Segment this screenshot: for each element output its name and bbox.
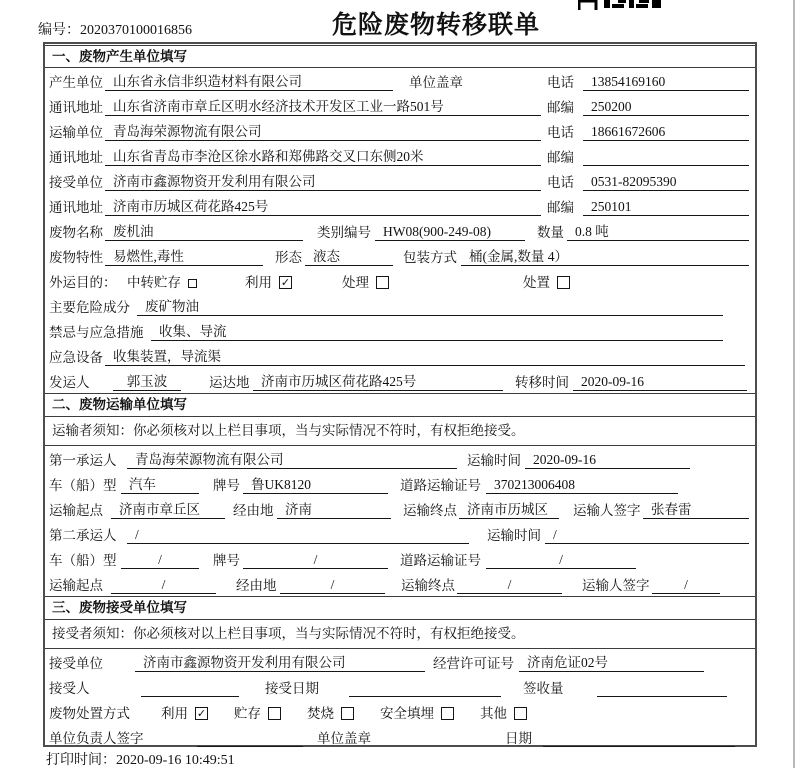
purpose-treat-checkbox [376,276,389,289]
sign-date-label: 日期 [505,731,532,746]
row-receiver-address [45,193,755,218]
dispatcher-label: 发运人 [49,375,90,390]
row-vehicle-1 [45,471,755,496]
route1-sign-value: 张春雷 [643,498,749,519]
receiver-phone-label: 电话 [547,175,574,190]
transport-unit-label: 运输单位 [49,125,103,140]
carrier1-time-label: 运输时间 [467,453,521,468]
row-taboo-measures [45,318,755,343]
acceptor-label: 接受人 [49,681,90,696]
accept-date-label: 接受日期 [265,681,319,696]
row-accept-unit [45,649,755,674]
vehicle2-type-label: 车（船）型 [49,553,117,568]
waste-code-label: 类别编号 [317,225,371,240]
waste-code-value: HW08(900-249-08) [375,224,525,241]
receiver-address-label: 通讯地址 [49,200,103,215]
purpose-label: 外运目的： [49,275,117,290]
transport-phone-value: 18661672606 [583,124,749,141]
receiver-phone-value: 0531-82095390 [583,174,749,191]
vehicle2-plate-label: 牌号 [213,553,240,568]
license-value: 济南危证02号 [519,651,704,672]
route1-sign-label: 运输人签字 [573,503,641,518]
serial-label: 编号： [38,23,80,38]
destination-value: 济南市历城区荷花路425号 [253,370,503,391]
row-transfer-purpose [45,268,755,293]
disposal-burn-checkbox [341,707,354,720]
received-qty-value [597,680,727,697]
transport-unit-value: 青岛海荣源物流有限公司 [105,120,541,141]
producer-phone-label: 电话 [547,75,574,90]
accept-unit-label: 接受单位 [49,656,103,671]
transport-address-value: 山东省青岛市李沧区徐水路和郑佛路交叉口东侧20米 [105,145,541,166]
receiver-zip-label: 邮编 [547,200,574,215]
vehicle1-permit-label: 道路运输证号 [400,478,481,493]
receiver-notice: 接受者须知：你必须核对以上栏目事项，当与实际情况不符时，有权拒绝接受。 [45,620,755,649]
vehicle1-plate-label: 牌号 [213,478,240,493]
transport-zip-label: 邮编 [547,150,574,165]
row-vehicle-2 [45,546,755,571]
row-route-1 [45,496,755,521]
route1-start-label: 运输起点 [49,503,103,518]
route1-via-value: 济南 [277,498,391,519]
accept-date-value [349,680,501,697]
producer-address-label: 通讯地址 [49,100,103,115]
receiver-unit-value: 济南市鑫源物资开发利用有限公司 [105,170,541,191]
disposal-burn-label: 焚烧 [307,706,334,721]
hazard-value: 废矿物油 [137,295,723,316]
transporter-notice: 运输者须知：你必须核对以上栏目事项，当与实际情况不符时，有权拒绝接受。 [45,417,755,446]
unit-seal-label-2: 单位盖章 [317,731,371,746]
equipment-label: 应急设备 [49,350,103,365]
disposal-label: 废物处置方式 [49,706,130,721]
carrier2-value: / [127,527,469,544]
carrier2-time-value: / [545,527,749,544]
row-signoff [45,724,755,749]
packing-label: 包装方式 [403,250,457,265]
route2-start-label: 运输起点 [49,578,103,593]
row-waste-name [45,218,755,243]
vehicle2-plate-value: / [243,552,388,569]
purpose-dispose-checkbox [557,276,570,289]
print-time-line [46,749,235,769]
carrier2-label: 第二承运人 [49,528,117,543]
purpose-option-treat-label: 处理 [342,275,369,290]
manifest-form [43,42,757,747]
route1-end-label: 运输终点 [403,503,457,518]
waste-name-label: 废物名称 [49,225,103,240]
accept-unit-value: 济南市鑫源物资开发利用有限公司 [135,651,425,672]
license-label: 经营许可证号 [433,656,514,671]
taboo-label: 禁忌与应急措施 [49,325,144,340]
taboo-value: 收集、导流 [151,320,723,341]
purpose-use-checkbox: ✓ [280,276,291,289]
row-receiver-unit [45,168,755,193]
route2-end-value: / [457,577,562,594]
waste-qty-value: 0.8 吨 [567,220,749,241]
row-waste-properties [45,243,755,268]
row-hazard-component [45,293,755,318]
producer-zip-value: 250200 [583,99,749,116]
print-time-label: 打印时间： [46,753,116,768]
equipment-value: 收集装置，导流渠 [105,345,745,366]
disposal-other-label: 其他 [480,706,507,721]
route2-via-label: 经由地 [236,578,277,593]
disposal-landfill-checkbox [441,707,454,720]
responsible-sign-value [197,730,303,747]
unit-seal-label: 单位盖章 [409,75,463,90]
carrier1-time-value: 2020-09-16 [525,452,690,469]
waste-props-value: 易燃性,毒性 [105,245,263,266]
receiver-address-value: 济南市历城区荷花路425号 [105,195,541,216]
row-transport-unit [45,118,755,143]
print-time-value: 2020-09-16 10:49:51 [116,753,235,768]
vehicle1-permit-value: 370213006408 [486,477,678,494]
dispatcher-value: 郭玉波 [113,370,181,391]
waste-name-value: 废机油 [105,220,303,241]
waste-form-value: 液态 [305,245,393,266]
vehicle1-type-label: 车（船）型 [49,478,117,493]
carrier1-value: 青岛海荣源物流有限公司 [127,448,457,469]
route1-via-label: 经由地 [233,503,274,518]
section-1-header: 一、废物产生单位填写 [45,45,755,68]
purpose-option-storage-label: 中转贮存 [127,275,181,290]
packing-value: 桶(金属,数量 4） [461,245,749,266]
receiver-unit-label: 接受单位 [49,175,103,190]
route2-start-value: / [111,577,216,594]
serial-number: 2020370100016856 [80,23,192,38]
route1-start-value: 济南市章丘区 [111,498,225,519]
route2-end-label: 运输终点 [401,578,455,593]
vehicle2-type-value: / [121,552,199,569]
disposal-use-checkbox: ✓ [196,707,207,720]
disposal-use-label: 利用 [161,706,188,721]
page-title: 危险废物转移联单 [331,11,541,39]
row-emergency-equipment [45,343,755,368]
row-carrier-1 [45,446,755,471]
row-producer-unit [45,68,755,93]
waste-props-label: 废物特性 [49,250,103,265]
hazard-label: 主要危险成分 [49,300,130,315]
purpose-storage-checkbox [188,279,197,288]
producer-address-value: 山东省济南市章丘区明水经济技术开发区工业一路501号 [105,95,541,116]
sign-date-value [543,730,735,747]
route2-sign-label: 运输人签字 [582,578,650,593]
waste-form-label: 形态 [275,250,302,265]
row-route-2 [45,571,755,596]
row-producer-address [45,93,755,118]
disposal-other-checkbox [514,707,527,720]
carrier2-time-label: 运输时间 [487,528,541,543]
row-disposal-method [45,699,755,724]
vehicle1-type-value: 汽车 [121,473,199,494]
purpose-option-use-label: 利用 [245,275,272,290]
responsible-sign-label: 单位负责人签字 [49,731,144,746]
qr-code-fragment [578,0,662,10]
vehicle2-permit-label: 道路运输证号 [400,553,481,568]
route2-sign-value: / [652,577,720,594]
row-dispatch [45,368,755,393]
row-carrier-2 [45,521,755,546]
transfer-time-label: 转移时间 [515,375,569,390]
receiver-zip-value: 250101 [583,199,749,216]
producer-unit-value: 山东省永信非织造材料有限公司 [105,70,393,91]
acceptor-value [141,680,239,697]
disposal-store-label: 贮存 [234,706,261,721]
disposal-landfill-label: 安全填埋 [380,706,434,721]
serial-number-line [38,19,192,39]
transport-zip-value [583,149,749,166]
row-acceptor [45,674,755,699]
waste-qty-label: 数量 [537,225,564,240]
transport-address-label: 通讯地址 [49,150,103,165]
producer-phone-value: 13854169160 [583,74,749,91]
transport-phone-label: 电话 [547,125,574,140]
row-transport-address [45,143,755,168]
producer-unit-label: 产生单位 [49,75,103,90]
vehicle1-plate-value: 鲁UK8120 [243,473,388,494]
destination-label: 运达地 [209,375,250,390]
vehicle2-permit-value: / [486,552,636,569]
transfer-time-value: 2020-09-16 [573,374,747,391]
disposal-store-checkbox [268,707,281,720]
carrier1-label: 第一承运人 [49,453,117,468]
section-2-header: 二、废物运输单位填写 [45,393,755,417]
route2-via-value: / [280,577,385,594]
received-qty-label: 签收量 [523,681,564,696]
producer-zip-label: 邮编 [547,100,574,115]
viewport-edge-line [793,0,795,768]
purpose-option-dispose-label: 处置 [523,275,550,290]
route1-end-value: 济南市历城区 [459,498,559,519]
section-3-header: 三、废物接受单位填写 [45,596,755,620]
